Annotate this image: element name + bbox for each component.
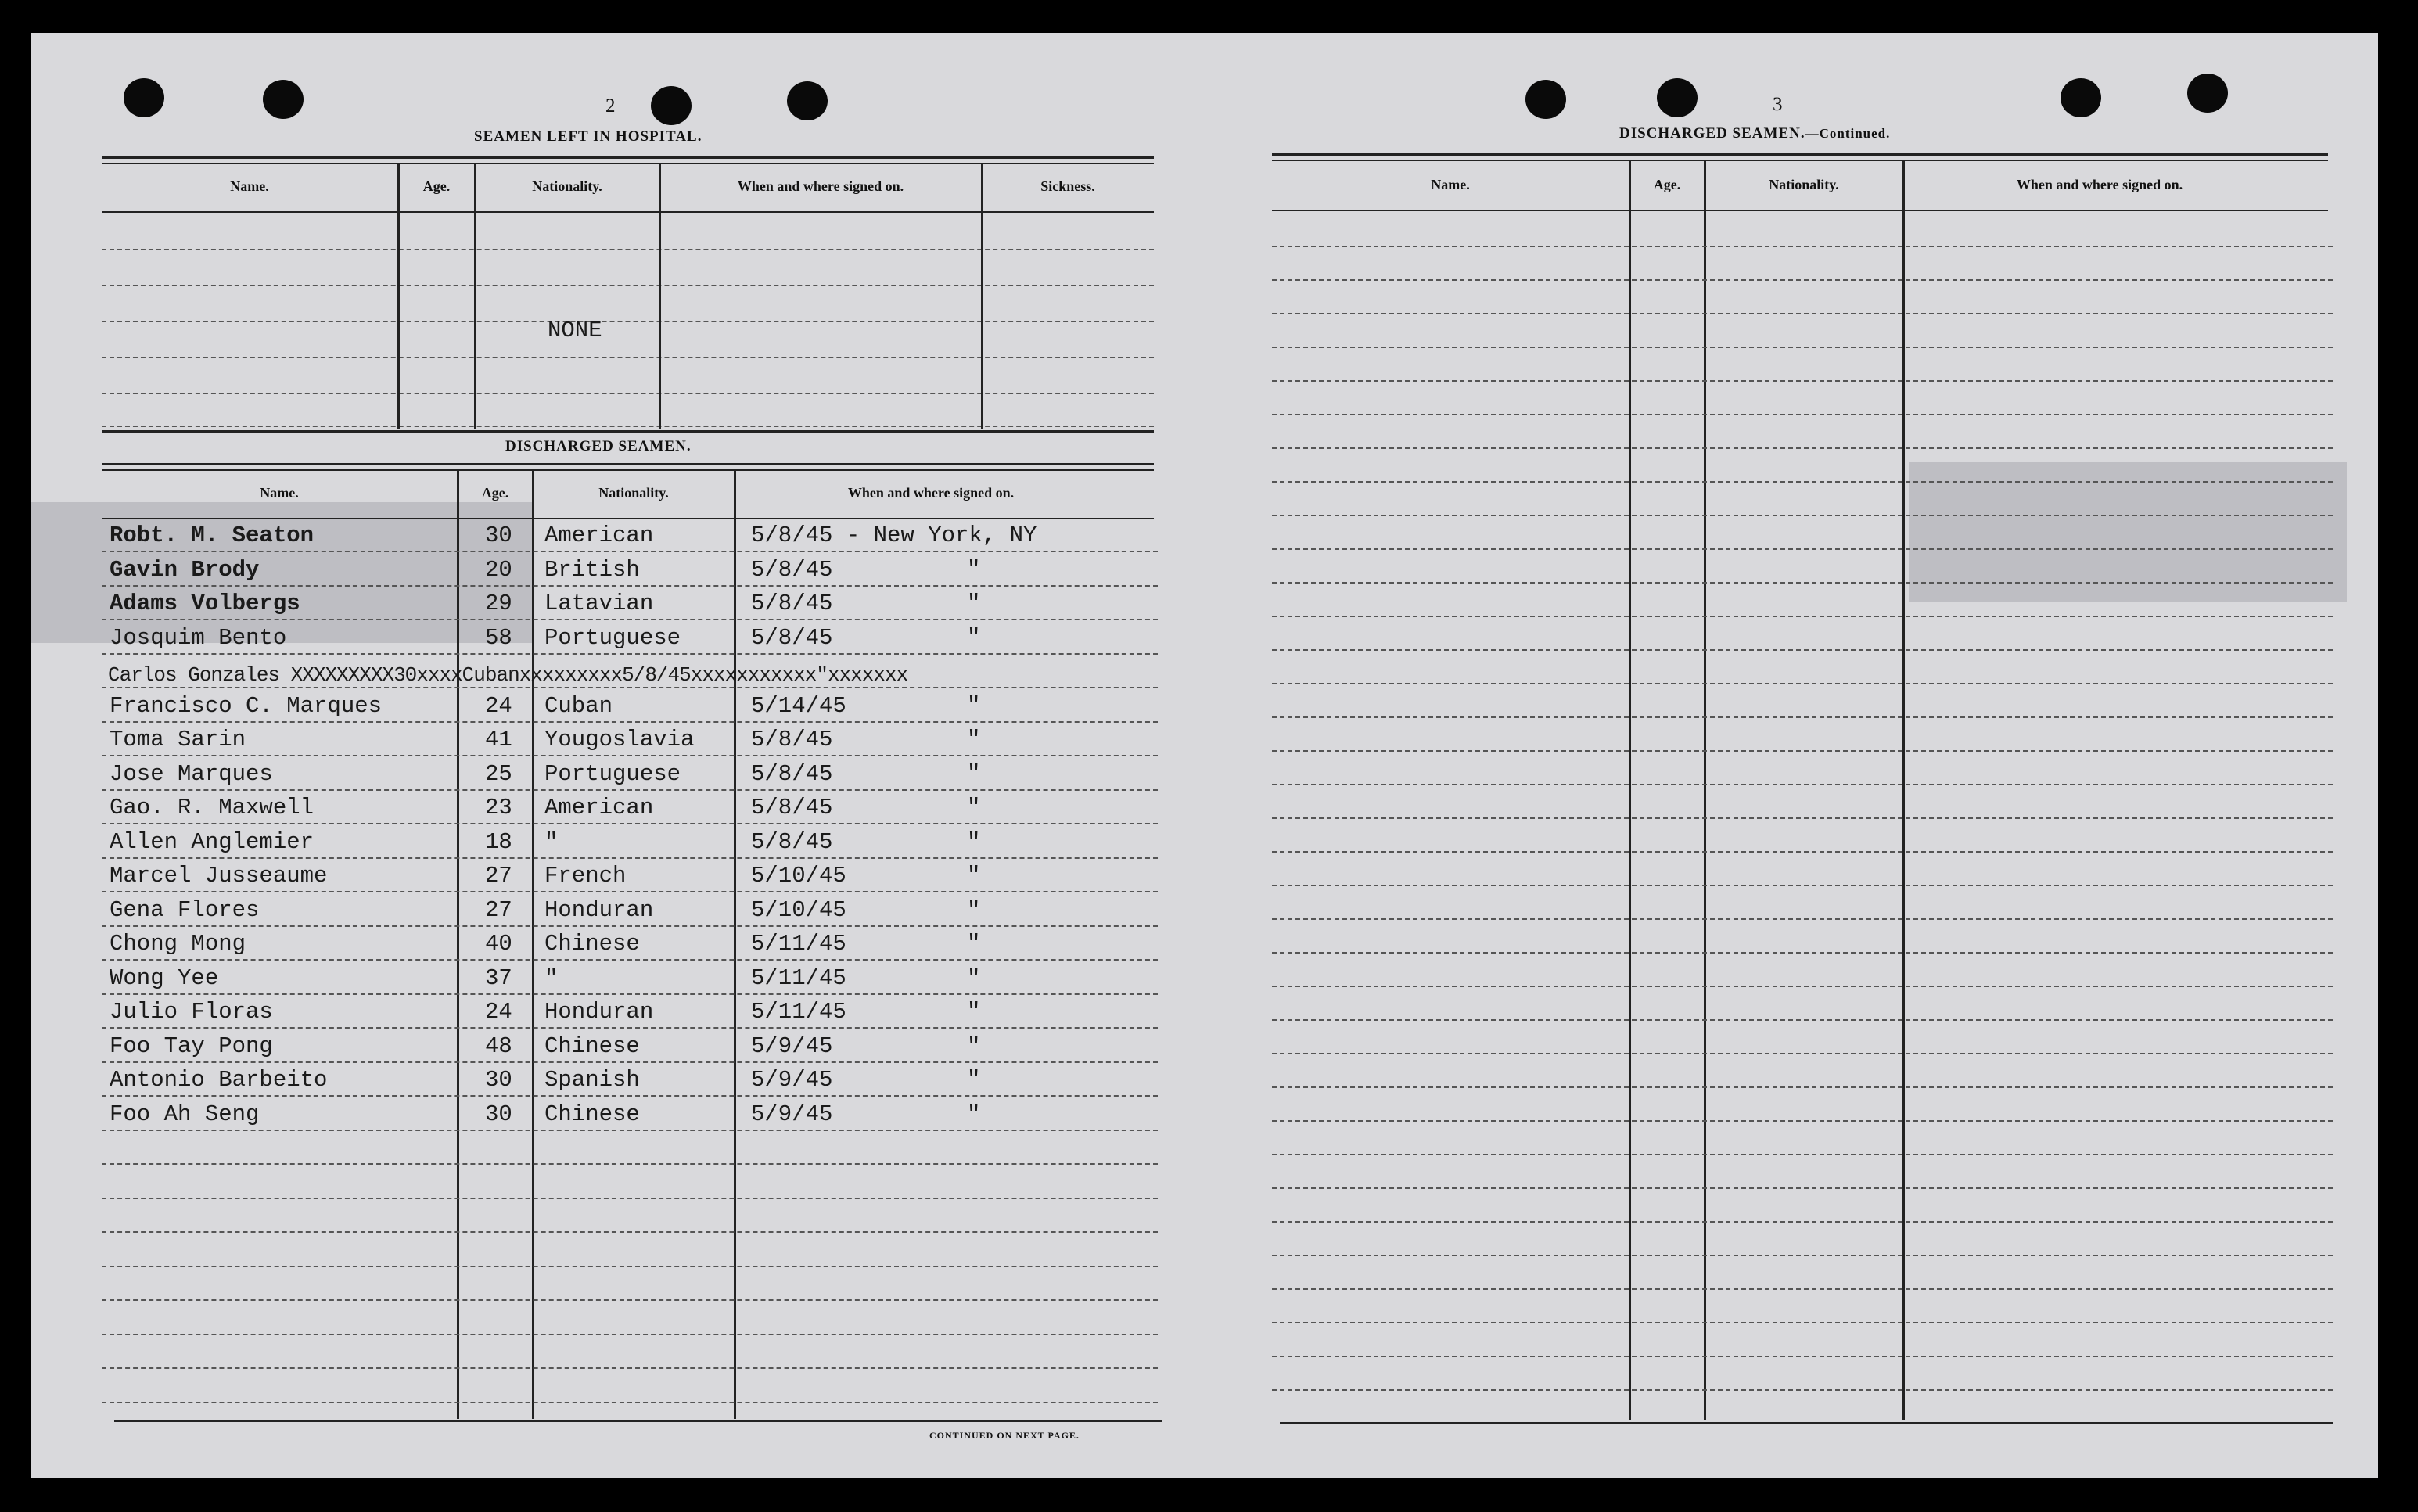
seaman-signed-on: 5/8/45 (751, 727, 833, 752)
row-rule (102, 1334, 1158, 1335)
seaman-age: 37 (485, 964, 512, 991)
seaman-age: 25 (485, 760, 512, 787)
hospital-header-name: Name. (230, 178, 269, 194)
right-header-nationality: Nationality. (1769, 177, 1839, 192)
ditto-mark: " (967, 1033, 981, 1059)
right-header-name: Name. (1431, 177, 1470, 192)
seaman-age: 18 (485, 828, 512, 855)
seaman-signed-on: 5/8/45 (751, 591, 833, 616)
row-rule (1272, 885, 2333, 886)
seaman-signed-on: 5/11/45 (751, 999, 846, 1025)
ditto-mark: " (967, 692, 981, 719)
seaman-signed-on: 5/9/45 (751, 1033, 833, 1059)
seaman-age: 48 (485, 1033, 512, 1059)
seaman-age: 40 (485, 931, 512, 957)
discharged-section-title: DISCHARGED SEAMEN. (505, 438, 692, 454)
seaman-name: Robt. M. Seaton (110, 523, 314, 548)
row-rule (1272, 414, 2333, 415)
punch-hole (2187, 74, 2228, 113)
row-rule (102, 1402, 1158, 1403)
seaman-age: 41 (485, 727, 512, 752)
ditto-mark: " (967, 896, 981, 923)
row-rule (1272, 1288, 2333, 1290)
seaman-nationality: French (544, 863, 627, 889)
row-rule (1272, 1187, 2333, 1189)
ditto-mark: " (967, 828, 981, 855)
row-rule (1272, 1019, 2333, 1021)
row-rule (102, 1198, 1158, 1199)
ditto-mark: " (967, 760, 981, 787)
row-rule (102, 585, 1158, 587)
row-rule (1272, 918, 2333, 920)
row-rule (1272, 1086, 2333, 1088)
ditto-mark: " (967, 556, 981, 583)
discharged-header-name: Name. (260, 485, 299, 501)
row-rule (1272, 1356, 2333, 1357)
seaman-nationality: Latavian (544, 591, 654, 616)
seaman-nationality: Chinese (544, 1033, 640, 1059)
row-rule (102, 1130, 1158, 1131)
seaman-nationality: Portuguese (544, 760, 681, 787)
punch-hole (1525, 80, 1566, 119)
row-rule (102, 755, 1158, 756)
row-rule (1272, 515, 2333, 516)
discharged-continued-title (1619, 125, 1890, 142)
seaman-name: Wong Yee (110, 964, 219, 991)
seaman-age: 58 (485, 624, 512, 651)
row-rule (1272, 347, 2333, 348)
row-rule (102, 1367, 1158, 1369)
seaman-nationality: Portuguese (544, 624, 681, 651)
row-rule (1272, 683, 2333, 684)
seaman-signed-on: 5/8/45 (751, 828, 833, 855)
seaman-name: Toma Sarin (110, 727, 246, 752)
punch-hole (651, 86, 692, 125)
seaman-nationality: " (544, 964, 559, 991)
ditto-mark: " (967, 931, 981, 957)
seaman-signed-on: 5/10/45 (751, 863, 846, 889)
row-rule (102, 925, 1158, 927)
row-rule (102, 721, 1158, 723)
row-rule (1272, 582, 2333, 584)
seaman-name: Adams Volbergs (110, 591, 300, 616)
seaman-age: 27 (485, 896, 512, 923)
discharged-header-when-where: When and where signed on. (847, 485, 1015, 501)
seaman-nationality: British (544, 556, 640, 583)
seaman-signed-on: 5/14/45 (751, 692, 846, 719)
row-rule (102, 619, 1158, 620)
seaman-name: Foo Tay Pong (110, 1033, 273, 1059)
row-rule (1272, 481, 2333, 483)
seaman-nationality: American (544, 795, 654, 821)
seaman-signed-on: 5/9/45 (751, 1067, 833, 1093)
row-rule (1272, 246, 2333, 247)
seaman-age: 24 (485, 999, 512, 1025)
ditto-mark: " (967, 1067, 981, 1093)
seaman-nationality: Yougoslavia (544, 727, 695, 752)
row-rule (1272, 1255, 2333, 1256)
row-rule (1272, 1120, 2333, 1122)
hospital-header-sickness: Sickness. (1040, 178, 1095, 194)
punch-hole (124, 78, 164, 117)
row-rule (1272, 313, 2333, 314)
seaman-signed-on: 5/9/45 (751, 1101, 833, 1127)
seaman-nationality: Chinese (544, 1101, 640, 1127)
hospital-section-title: SEAMEN LEFT IN HOSPITAL. (474, 128, 702, 145)
hospital-none-entry: NONE (548, 318, 602, 343)
seaman-nationality: Chinese (544, 931, 640, 957)
row-rule (1272, 851, 2333, 853)
row-rule (102, 1095, 1158, 1097)
punch-hole (2061, 78, 2101, 117)
seaman-nationality: Spanish (544, 1067, 640, 1093)
row-rule (1272, 716, 2333, 718)
seaman-nationality: Honduran (544, 896, 654, 923)
seaman-age: 30 (485, 523, 512, 548)
ditto-mark: " (967, 999, 981, 1025)
right-header-when-where: When and where signed on. (2016, 177, 2183, 192)
row-rule (1272, 548, 2333, 550)
row-rule (102, 687, 1158, 688)
struck-out-row: Carlos Gonzales XXXXXXXXX30xxxxCubanxxxxxxxxx5/8/45xxxxxxxxxxx"xxxxxxx (108, 663, 908, 687)
row-rule (102, 1061, 1158, 1063)
seaman-age: 20 (485, 556, 512, 583)
seaman-nationality: " (544, 828, 559, 855)
ditto-mark: " (967, 591, 981, 616)
punch-hole (1657, 78, 1698, 117)
hospital-header-age: Age. (422, 178, 451, 194)
row-rule (102, 823, 1158, 824)
seaman-nationality: Honduran (544, 999, 654, 1025)
seaman-signed-on: 5/8/45 - New York, NY (751, 523, 1037, 548)
row-rule (1272, 380, 2333, 382)
seaman-name: Gao. R. Maxwell (110, 795, 314, 821)
row-rule (1272, 817, 2333, 819)
row-rule (102, 551, 1158, 552)
right-header-age: Age. (1653, 177, 1681, 192)
row-rule (1272, 279, 2333, 281)
row-rule (102, 1266, 1158, 1267)
row-rule (102, 857, 1158, 859)
seaman-name: Julio Floras (110, 999, 273, 1025)
seaman-signed-on: 5/10/45 (751, 896, 846, 923)
row-rule (1272, 649, 2333, 651)
seaman-age: 24 (485, 692, 512, 719)
seaman-name: Gavin Brody (110, 556, 260, 583)
row-rule (102, 789, 1158, 791)
row-rule (1272, 784, 2333, 785)
seaman-signed-on: 5/8/45 (751, 624, 833, 651)
discharged-header-nationality: Nationality. (598, 485, 669, 501)
row-rule (1272, 1154, 2333, 1155)
hospital-header-when-where: When and where signed on. (737, 178, 904, 194)
ditto-mark: " (967, 863, 981, 889)
seaman-name: Antonio Barbeito (110, 1067, 328, 1093)
seaman-name: Jose Marques (110, 760, 273, 787)
row-rule (102, 1163, 1158, 1165)
seaman-name: Gena Flores (110, 896, 260, 923)
ditto-mark: " (967, 1101, 981, 1127)
row-rule (102, 891, 1158, 892)
seaman-signed-on: 5/11/45 (751, 931, 846, 957)
ditto-mark: " (967, 727, 981, 752)
seaman-name: Foo Ah Seng (110, 1101, 260, 1127)
seaman-age: 30 (485, 1101, 512, 1127)
seaman-signed-on: 5/11/45 (751, 964, 846, 991)
seaman-nationality: Cuban (544, 692, 613, 719)
seaman-signed-on: 5/8/45 (751, 795, 833, 821)
punch-hole (787, 81, 828, 120)
row-rule (1272, 986, 2333, 987)
row-rule (1272, 952, 2333, 954)
row-rule (1272, 1389, 2333, 1391)
title-suffix: —Continued. (1805, 126, 1891, 141)
title-text: DISCHARGED SEAMEN. (1619, 125, 1805, 142)
seaman-name: Marcel Jusseaume (110, 863, 328, 889)
punch-hole (263, 80, 304, 119)
row-rule (1272, 616, 2333, 617)
seaman-age: 30 (485, 1067, 512, 1093)
seaman-signed-on: 5/8/45 (751, 556, 833, 583)
seaman-nationality: American (544, 523, 654, 548)
page-number: 2 (605, 95, 616, 117)
row-rule (102, 1299, 1158, 1301)
seaman-age: 29 (485, 591, 512, 616)
seaman-signed-on: 5/8/45 (751, 760, 833, 787)
seaman-name: Francisco C. Marques (110, 692, 383, 719)
row-rule (102, 1231, 1158, 1233)
row-rule (102, 653, 1158, 655)
row-rule (102, 993, 1158, 995)
hospital-header-nationality: Nationality. (532, 178, 602, 194)
ditto-mark: " (967, 964, 981, 991)
ditto-mark: " (967, 795, 981, 821)
row-rule (1272, 1221, 2333, 1223)
continued-footer: CONTINUED ON NEXT PAGE. (929, 1430, 1080, 1441)
ledger-sheet (31, 33, 2378, 1478)
seaman-age: 27 (485, 863, 512, 889)
row-rule (1272, 1322, 2333, 1323)
row-rule (1272, 447, 2333, 449)
seaman-name: Chong Mong (110, 931, 246, 957)
row-rule (1272, 750, 2333, 752)
seaman-age: 23 (485, 795, 512, 821)
seaman-name: Josquim Bento (110, 624, 287, 651)
discharged-header-age: Age. (481, 485, 509, 501)
seaman-name: Allen Anglemier (110, 828, 314, 855)
ditto-mark: " (967, 624, 981, 651)
page-number: 3 (1773, 94, 1783, 115)
row-rule (102, 1027, 1158, 1029)
row-rule (102, 959, 1158, 961)
row-rule (1272, 1053, 2333, 1054)
